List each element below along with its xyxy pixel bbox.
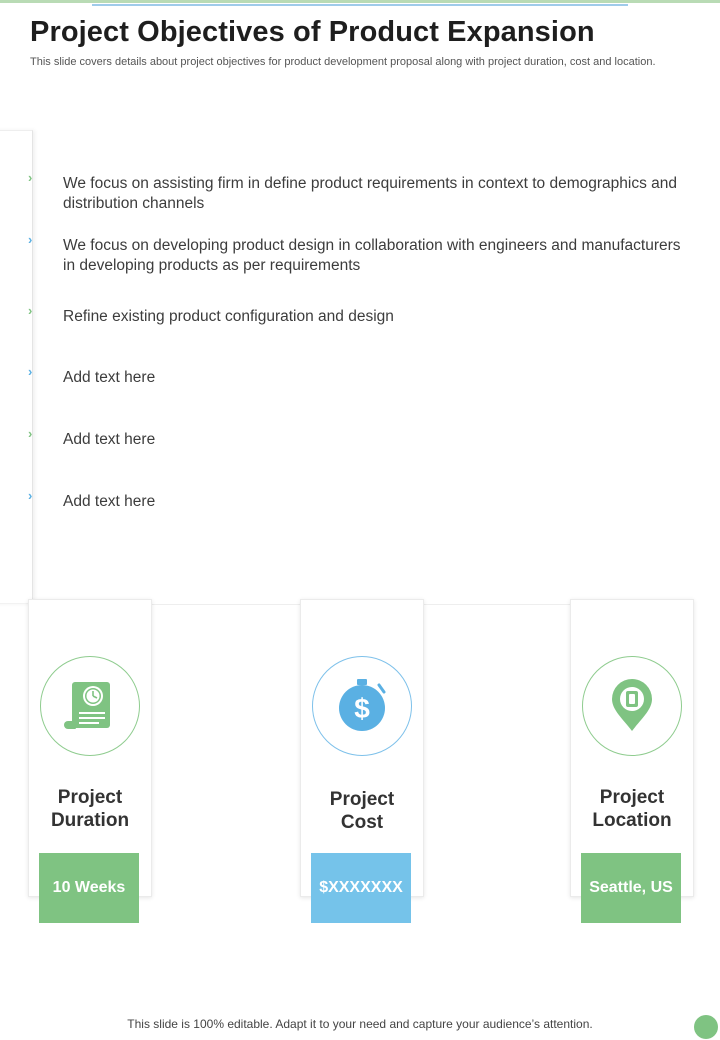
icon-circle (312, 656, 412, 756)
chevron-right-icon: › (28, 488, 33, 503)
card-label (571, 786, 693, 832)
list-item-text: Refine existing product configuration and design (63, 308, 394, 325)
card-connector (422, 604, 570, 605)
corner-decoration (694, 1015, 718, 1039)
card-label (301, 788, 423, 834)
location-pin-icon (583, 657, 681, 755)
duration-value: 10 Weeks (52, 879, 126, 896)
card-label-line: Project (599, 787, 665, 808)
list-item-text: Add text here (63, 493, 156, 510)
icon-circle (582, 656, 682, 756)
icon-circle (40, 656, 140, 756)
slide-title: Project Objectives of Product Expansion (30, 16, 595, 48)
svg-text:$: $ (354, 693, 370, 724)
chevron-right-icon: › (28, 426, 33, 441)
card-label-line: Duration (50, 810, 130, 831)
cost-value: $XXXXXXX (319, 879, 403, 896)
location-value: Seattle, US (589, 879, 673, 896)
dollar-stopwatch-icon (313, 657, 411, 755)
list-item-text: Add text here (63, 431, 156, 448)
list-item-text: We focus on assisting firm in define product requirements in context to demographics and distribution channels (63, 175, 678, 212)
location-value-box (581, 853, 681, 923)
calendar-clock-document-icon (41, 657, 139, 755)
card-label (29, 786, 151, 832)
slide-subtitle: This slide covers details about project objectives for product development proposal along with project duration, cost and location. (30, 56, 656, 68)
card-connector (150, 604, 300, 605)
chevron-right-icon: › (28, 170, 33, 185)
card-label-line: Project (329, 789, 395, 810)
card-label-line: Project (57, 787, 123, 808)
card-label-line: Cost (340, 812, 384, 833)
footer-note: This slide is 100% editable. Adapt it to your need and capture your audience’s attention. (127, 1017, 593, 1031)
chevron-right-icon: › (28, 303, 33, 318)
chevron-right-icon: › (28, 232, 33, 247)
chevron-right-icon: › (28, 364, 33, 379)
list-item-text: Add text here (63, 369, 156, 386)
card-label-line: Location (592, 810, 672, 831)
duration-value-box (39, 853, 139, 923)
cost-value-box (311, 853, 411, 923)
list-item-text: We focus on developing product design in collaboration with engineers and manufacturers in developing products as per requirements (63, 237, 681, 274)
